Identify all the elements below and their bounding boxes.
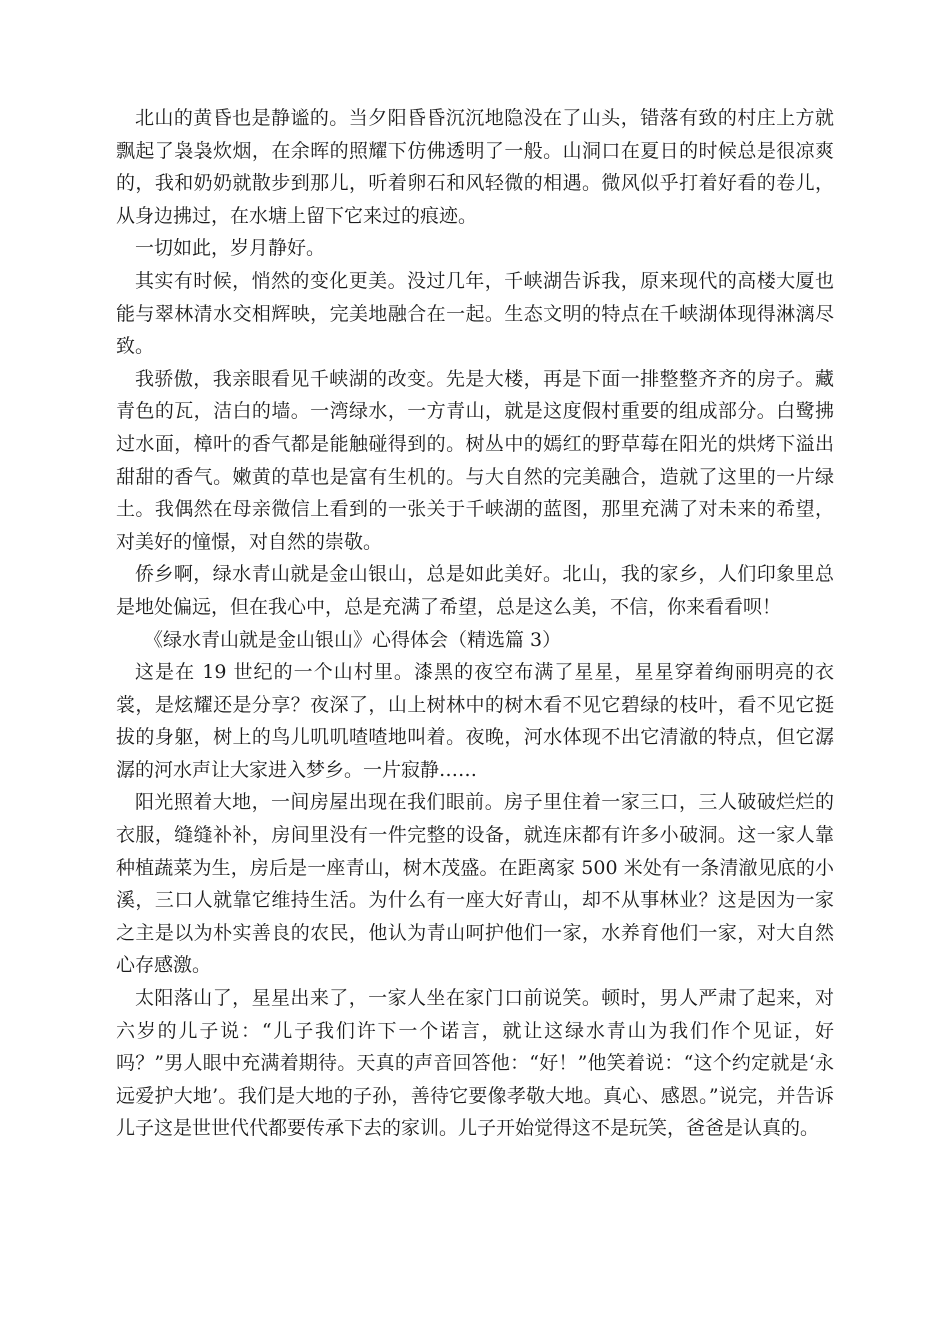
paragraph-promise: 太阳落山了，星星出来了，一家人坐在家门口前说笑。顿时，男人严肃了起来，对六岁的儿子说：“儿子我们许下一个诺言，就让这绿水青山为我们作个见证，好吗？”男人眼中充满着期待。天真的声音回答他：“好！”他笑着说：“这个约定就是‘永远爱护大地’。我们是大地的子孙，善待它要像孝敬大地。真心、感恩。”说完，并告诉儿子这是世世代代都要传承下去的家训。儿子开始觉得这不是玩笑，爸爸是认真的。	[116, 987, 834, 1140]
paragraph-pride: 我骄傲，我亲眼看见千峡湖的改变。先是大楼，再是下面一排整整齐齐的房子。藏青色的瓦，洁白的墙。一湾绿水，一方青山，就是这度假村重要的组成部分。白鹭拂过水面，樟叶的香气都是能触碰得到的。树丛中的嫣红的野草莓在阳光的烘烤下溢出甜甜的香气。嫩黄的草也是富有生机的。与大自然的完美融合，造就了这里的一片绿土。我偶然在母亲微信上看到的一张关于千峡湖的蓝图，那里充满了对未来的希望，对美好的憧憬，对自然的崇敬。	[116, 367, 834, 553]
paragraph-family-home: 阳光照着大地，一间房屋出现在我们眼前。房子里住着一家三口，三人破破烂烂的衣服，缝缝补补，房间里没有一件完整的设备，就连床都有许多小破洞。这一家人靠种植蔬菜为生，房后是一座青山，树木茂盛。在距离家 500 米处有一条清澈见底的小溪，三口人就靠它维持生活。为什么有一座大好青山，却不从事林业？这是因为一家之主是以为朴实善良的农民，他认为青山呵护他们一家，水养育他们一家，对大自然心存感激。	[116, 791, 834, 977]
paragraph-dusk: 北山的黄昏也是静谧的。当夕阳昏昏沉沉地隐没在了山头，错落有致的村庄上方就飘起了袅袅炊烟，在余晖的照耀下仿佛透明了一般。山洞口在夏日的时候总是很凉爽的，我和奶奶就散步到那儿，听着卵石和风轻微的相遇。微风似乎打着好看的卷儿，从身边拂过，在水塘上留下它来过的痕迹。	[116, 107, 834, 227]
document-page	[116, 102, 834, 1145]
paragraph-change: 其实有时候，悄然的变化更美。没过几年，千峡湖告诉我，原来现代的高楼大厦也能与翠林清水交相辉映，完美地融合在一起。生态文明的特点在千峡湖体现得淋漓尽致。	[116, 269, 834, 358]
paragraph-serene: 一切如此，岁月静好。	[135, 237, 326, 260]
paragraph-hometown: 侨乡啊，绿水青山就是金山银山，总是如此美好。北山，我的家乡，人们印象里总是地处偏远，但在我心中，总是充满了希望，总是这么美，不信，你来看看呗！	[116, 563, 834, 618]
paragraph-village-night: 这是在 19 世纪的一个山村里。漆黑的夜空布满了星星，星星穿着绚丽明亮的衣裳，是炫耀还是分享？夜深了，山上树林中的树木看不见它碧绿的枝叶，看不见它挺拔的身躯，树上的鸟儿叽叽喳喳地叫着。夜晚，河水体现不出它清澈的特点，但它潺潺的河水声让大家进入梦乡。一片寂静……	[116, 661, 834, 781]
section-title: 《绿水青山就是金山银山》心得体会（精选篇 3）	[144, 628, 562, 651]
